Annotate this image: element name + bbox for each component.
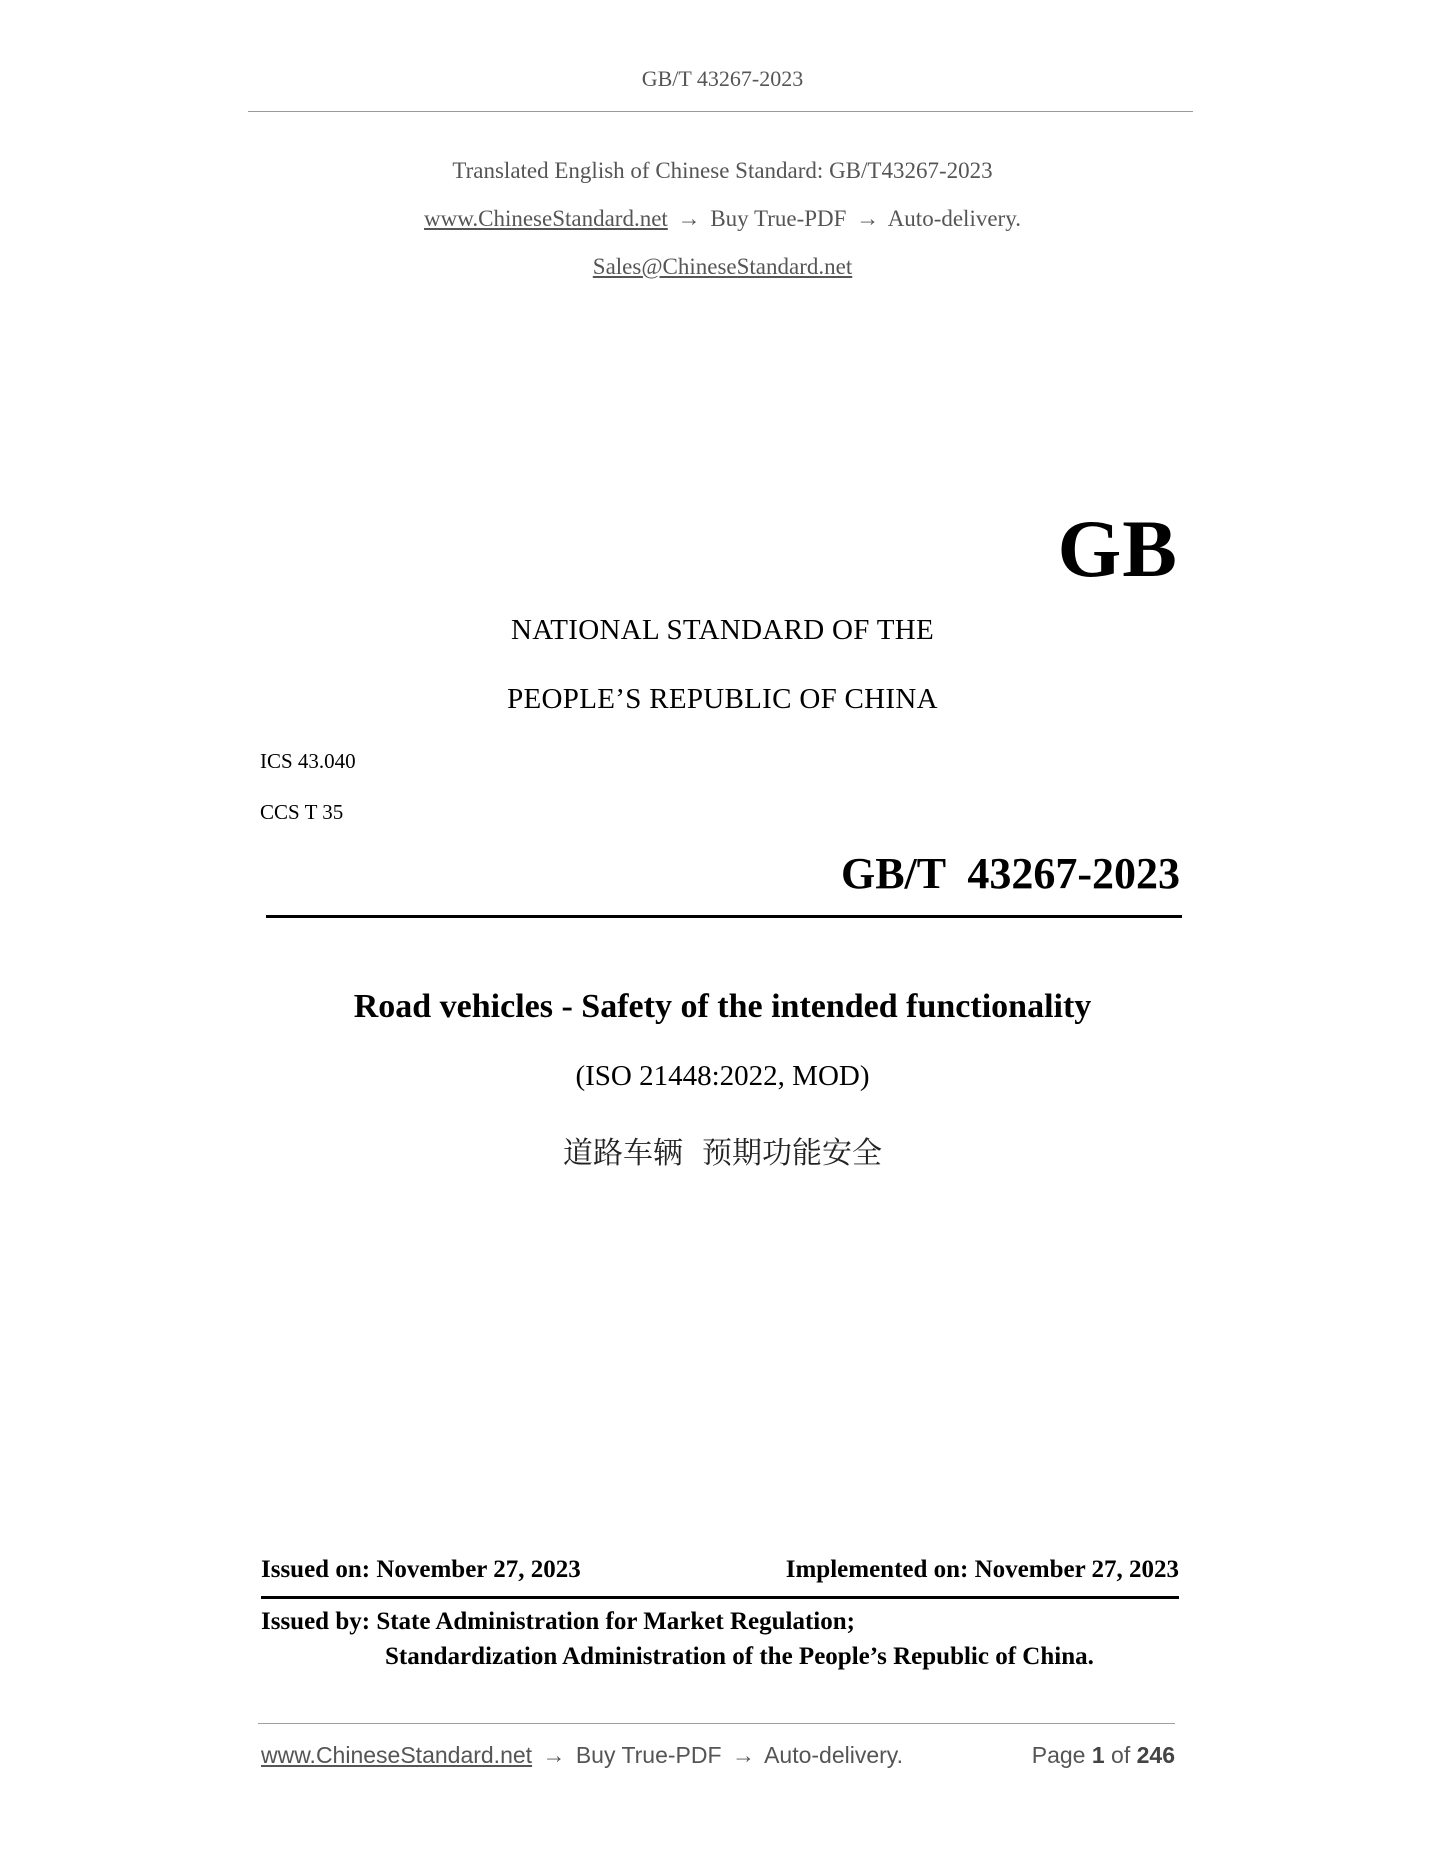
arrow-right-icon: →: [542, 1742, 566, 1768]
footer-buy-text: Buy True-PDF: [575, 1742, 722, 1768]
of-label: of: [1111, 1742, 1131, 1768]
sales-email-link[interactable]: Sales@ChineseStandard.net: [592, 254, 853, 279]
chinese-title: 道路车辆 预期功能安全: [562, 1136, 883, 1171]
footer-site-link[interactable]: www.ChineseStandard.net: [261, 1742, 533, 1768]
translation-notice: Translated English of Chinese Standard: GB/T43267-2023: [452, 158, 993, 183]
issued-by-line-1: Issued by: State Administration for Market Regulation;: [261, 1608, 855, 1635]
promo-line: [0, 206, 1445, 232]
arrow-right-icon: →: [677, 206, 701, 231]
page-indicator: [1032, 1742, 1175, 1769]
arrow-right-icon: →: [731, 1742, 755, 1768]
issued-by-line-2: Standardization Administration of the People’s Republic of China.: [385, 1643, 1094, 1670]
footer-auto-text: Auto-delivery.: [764, 1742, 903, 1768]
national-standard-line-2: PEOPLE’S REPUBLIC OF CHINA: [507, 683, 938, 715]
page-label: Page: [1031, 1742, 1086, 1768]
ics-code: ICS 43.040: [260, 749, 356, 773]
document-title: Road vehicles - Safety of the intended functionality: [353, 988, 1092, 1025]
footer-divider: [258, 1723, 1175, 1724]
gb-mark: GB: [1057, 503, 1178, 594]
implemented-on-date: Implemented on: November 27, 2023: [785, 1556, 1179, 1583]
page-number: 1: [1091, 1742, 1105, 1768]
email-line: [0, 254, 1445, 280]
national-standard-line-1: NATIONAL STANDARD OF THE: [511, 614, 934, 646]
running-header: GB/T 43267-2023: [641, 66, 804, 91]
header-divider: [248, 111, 1193, 112]
total-pages: 246: [1136, 1742, 1175, 1768]
standard-number: GB/T 43267-2023: [840, 849, 1180, 898]
standard-number-rule: [266, 915, 1182, 918]
ccs-code: CCS T 35: [260, 800, 344, 824]
footer-promo: [261, 1742, 903, 1769]
site-link[interactable]: www.ChineseStandard.net: [424, 206, 668, 231]
arrow-right-icon: →: [856, 206, 880, 231]
issued-on-date: Issued on: November 27, 2023: [261, 1556, 581, 1583]
auto-delivery-text: Auto-delivery.: [887, 206, 1021, 231]
iso-reference: (ISO 21448:2022, MOD): [575, 1060, 870, 1092]
buy-pdf-text: Buy True-PDF: [710, 206, 847, 231]
issuance-rule: [261, 1596, 1179, 1599]
